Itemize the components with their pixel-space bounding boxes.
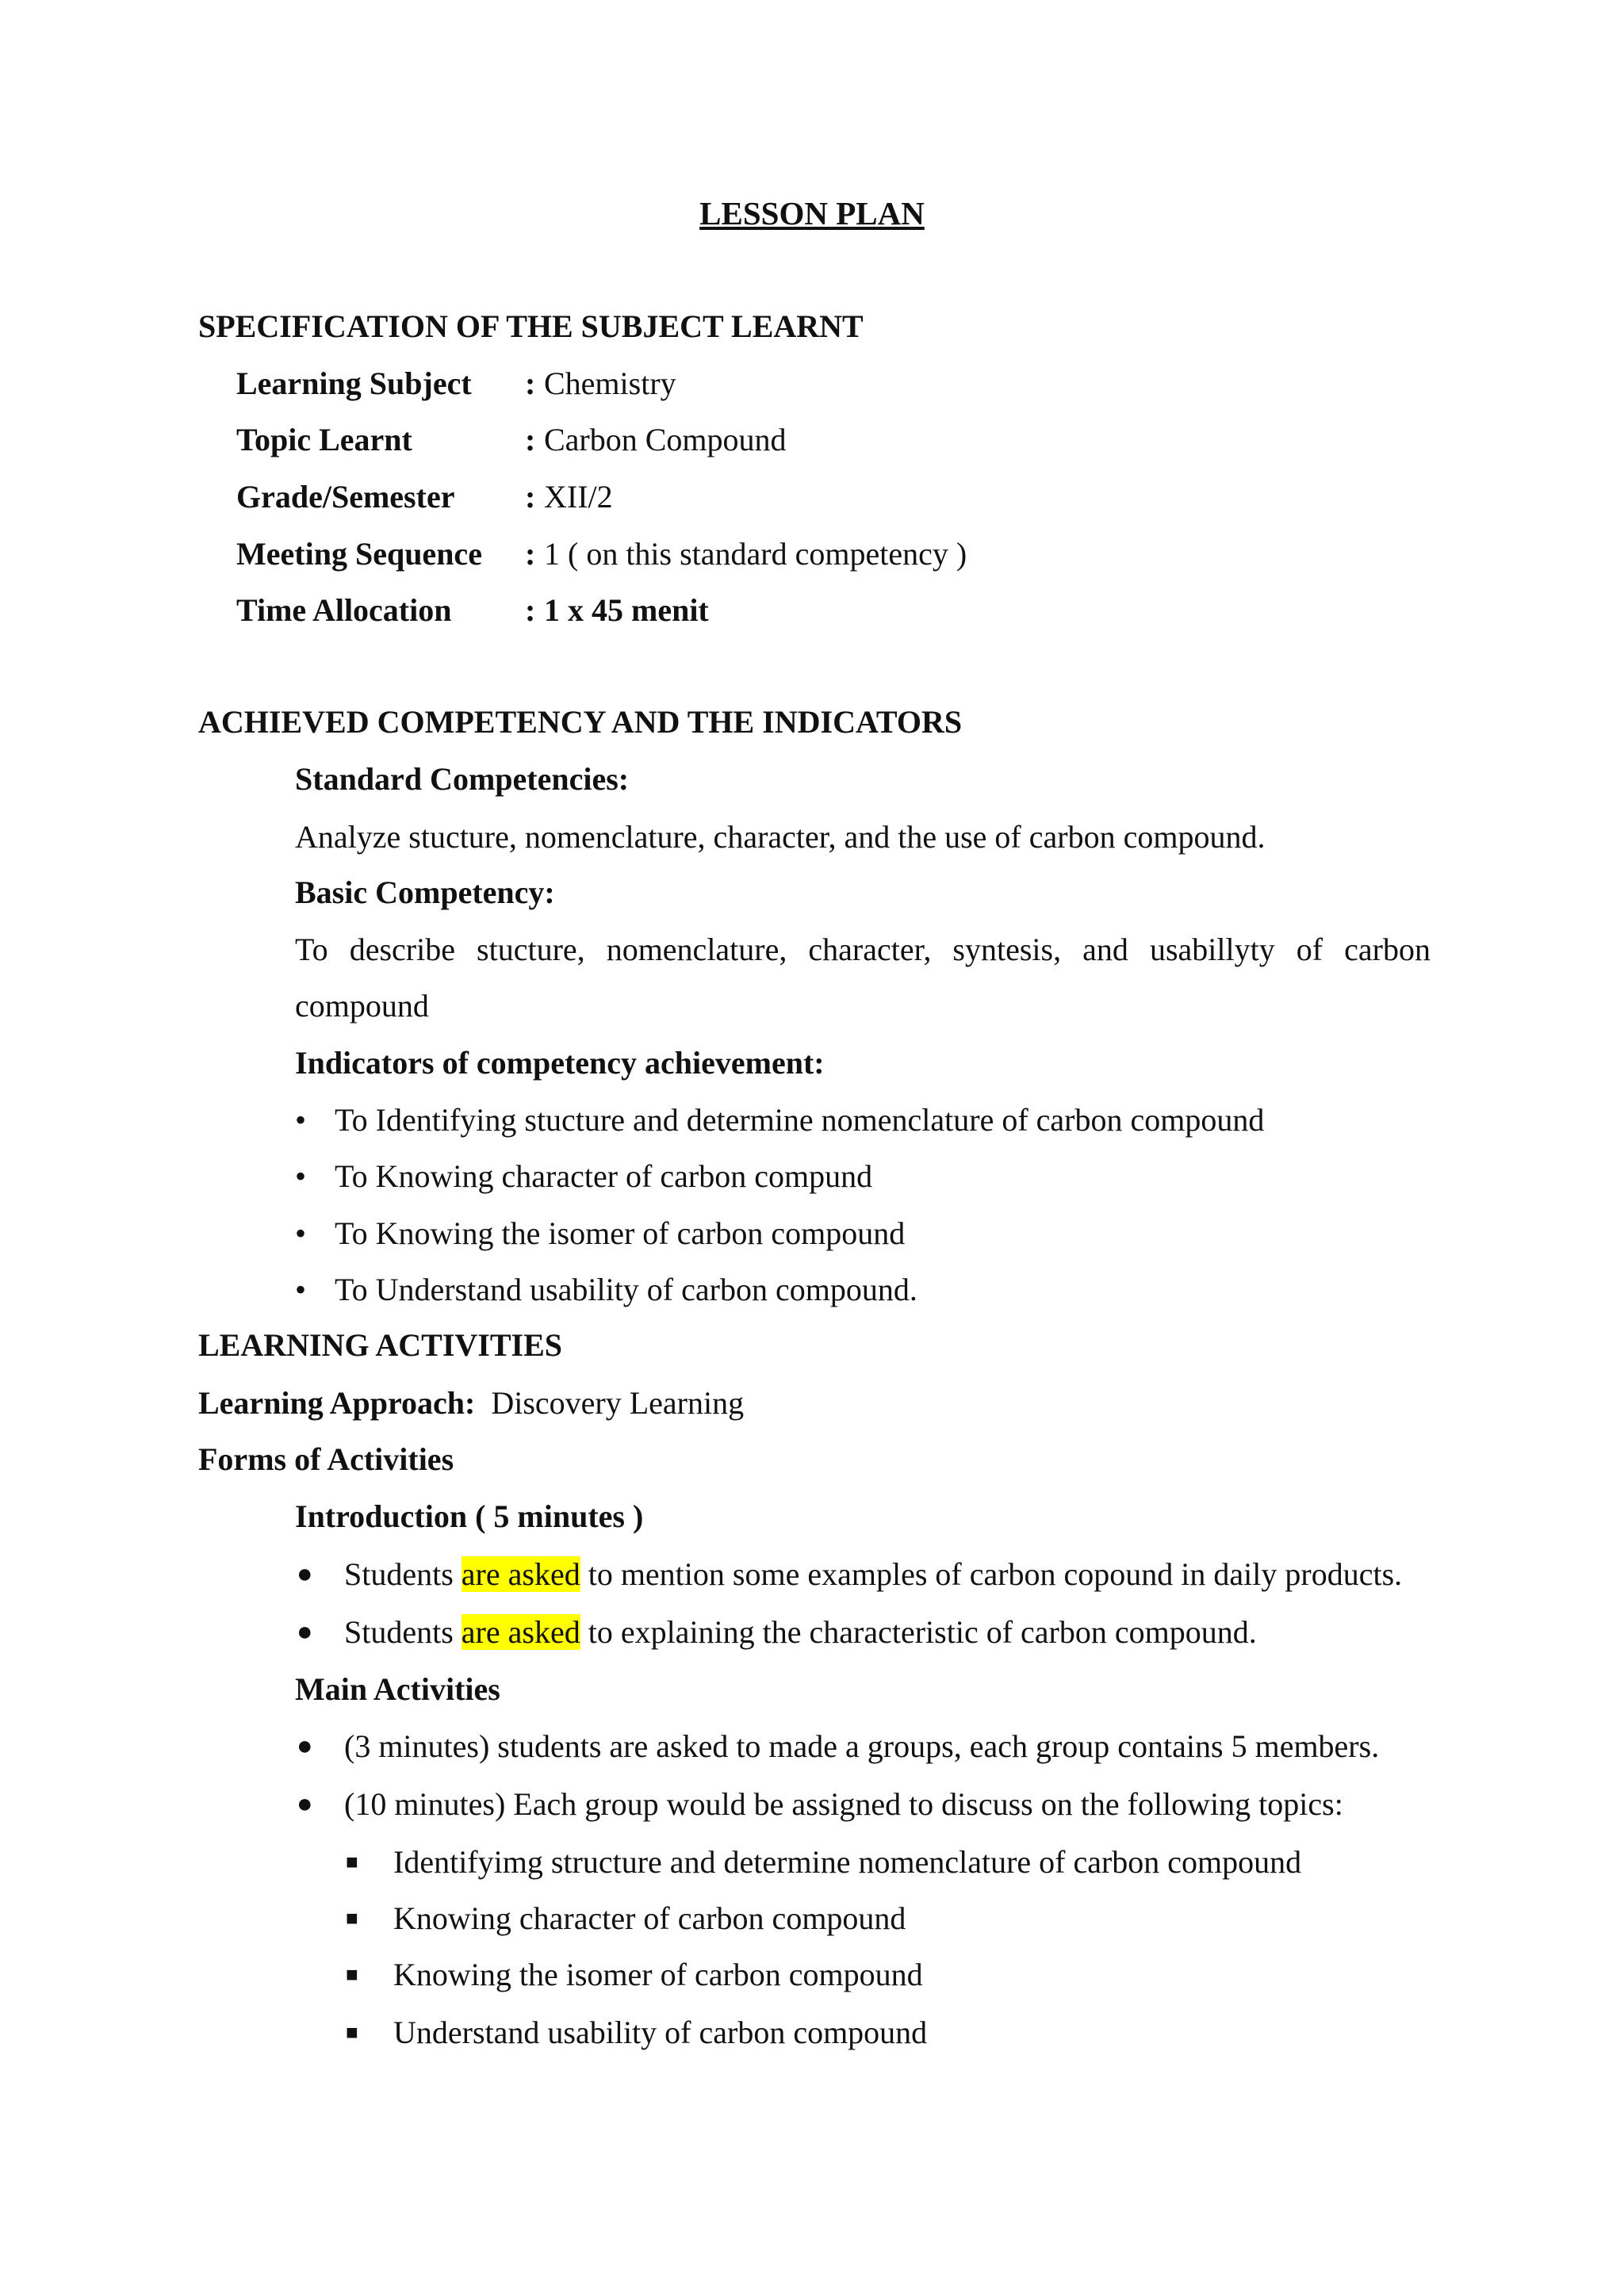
introduction-label: Introduction ( 5 minutes ) <box>295 1498 644 1534</box>
intro-item-pre: Students <box>344 1556 462 1592</box>
basic-competency-text-line1: To describe stucture, nomenclature, character, syntesis, and usabillyty of carbon <box>295 932 1431 967</box>
basic-competency-text-line2: compound <box>295 988 429 1024</box>
forms-of-activities-label: Forms of Activities <box>198 1441 454 1477</box>
spec-colon: : <box>525 479 536 515</box>
learning-approach-value: Discovery Learning <box>491 1385 745 1421</box>
spec-value: Carbon Compound <box>544 422 787 457</box>
spec-value: 1 ( on this standard competency ) <box>544 536 967 572</box>
topic-item: Knowing character of carbon compound <box>393 1900 906 1936</box>
spec-heading: SPECIFICATION OF THE SUBJECT LEARNT <box>198 308 864 344</box>
standard-competencies-label: Standard Competencies: <box>295 761 630 797</box>
spec-label: Topic Learnt <box>236 422 412 457</box>
spec-label: Grade/Semester <box>236 479 455 515</box>
topic-item: Understand usability of carbon compound <box>393 2015 928 2050</box>
spec-label: Time Allocation <box>236 592 452 628</box>
square-bullet-icon: ■ <box>346 1907 358 1930</box>
bullet-icon: • <box>295 1102 307 1138</box>
indicator-item: To Knowing the isomer of carbon compound <box>335 1215 906 1251</box>
intro-item <box>344 1613 1257 1651</box>
round-bullet-icon: ● <box>297 1559 313 1589</box>
bullet-icon: • <box>295 1272 307 1307</box>
intro-item-post: to explaining the characteristic of carbon compound. <box>580 1614 1257 1650</box>
intro-item <box>344 1556 1402 1594</box>
topic-item: Knowing the isomer of carbon compound <box>393 1957 923 1992</box>
spec-value: Chemistry <box>544 365 676 401</box>
spec-label: Learning Subject <box>236 365 472 401</box>
main-activities-label: Main Activities <box>295 1671 500 1707</box>
main-activity-item: (10 minutes) Each group would be assigned to discuss on the following topics: <box>344 1786 1343 1822</box>
bullet-icon: • <box>295 1158 307 1194</box>
highlighted-text: are asked <box>461 1614 580 1650</box>
square-bullet-icon: ■ <box>346 1850 358 1873</box>
spec-colon: : <box>525 365 536 401</box>
indicator-item: To Understand usability of carbon compound. <box>335 1272 917 1307</box>
intro-item-pre: Students <box>344 1614 462 1650</box>
page-title: LESSON PLAN <box>699 195 925 232</box>
indicator-item: To Identifying stucture and determine nomenclature of carbon compound <box>335 1102 1265 1138</box>
spec-label: Meeting Sequence <box>236 536 482 572</box>
standard-competencies-text: Analyze stucture, nomenclature, character, and the use of carbon compound. <box>295 819 1266 855</box>
learning-approach <box>198 1384 744 1422</box>
competency-heading: ACHIEVED COMPETENCY AND THE INDICATORS <box>198 704 963 740</box>
round-bullet-icon: ● <box>297 1789 313 1819</box>
indicator-item: To Knowing character of carbon compund <box>335 1158 873 1194</box>
main-activity-item: (3 minutes) students are asked to made a groups, each group contains 5 members. <box>344 1728 1380 1764</box>
spec-value: XII/2 <box>544 479 613 515</box>
round-bullet-icon: ● <box>297 1617 313 1647</box>
bullet-icon: • <box>295 1215 307 1251</box>
square-bullet-icon: ■ <box>346 2021 358 2044</box>
spec-colon: : <box>525 592 536 628</box>
indicators-label: Indicators of competency achievement: <box>295 1045 825 1081</box>
basic-competency-label: Basic Competency: <box>295 874 555 910</box>
spec-colon: : <box>525 536 536 572</box>
activities-heading: LEARNING ACTIVITIES <box>198 1327 563 1363</box>
spec-colon: : <box>525 422 536 457</box>
spec-value: 1 x 45 menit <box>544 592 709 628</box>
square-bullet-icon: ■ <box>346 1963 358 1986</box>
round-bullet-icon: ● <box>297 1732 313 1761</box>
topic-item: Identifyimg structure and determine nomenclature of carbon compound <box>393 1844 1302 1880</box>
intro-item-post: to mention some examples of carbon copound in daily products. <box>580 1556 1403 1592</box>
learning-approach-label: Learning Approach: <box>198 1385 476 1421</box>
highlighted-text: are asked <box>461 1556 580 1592</box>
